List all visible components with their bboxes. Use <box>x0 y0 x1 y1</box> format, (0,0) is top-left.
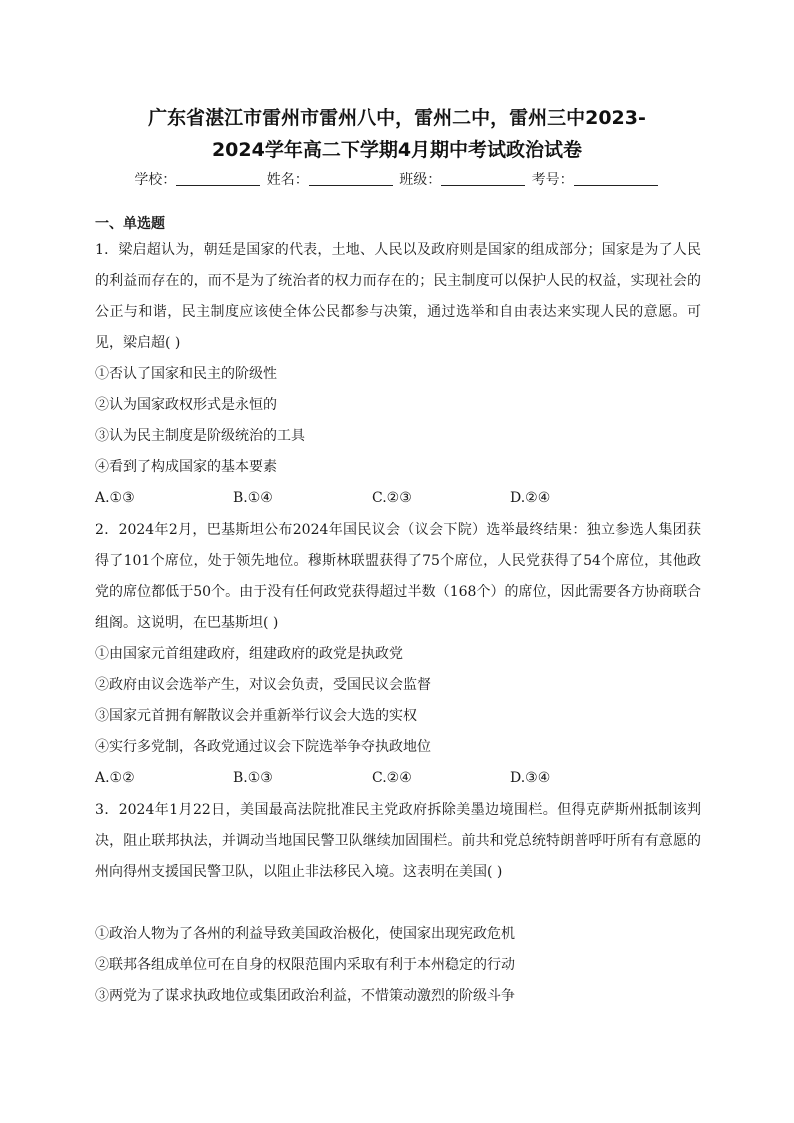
question-1-stem: 1．梁启超认为，朝廷是国家的代表，土地、人民以及政府则是国家的组成部分；国家是为了人民的利益而存在的，而不是为了统治者的权力而存在的；民主制度可以保护人民的权益，实现社会的公正与和谐，民主制度应该使全体公民都参与决策，通过选举和自由表达来实现人民的意愿。可见，梁启超( ) <box>95 242 701 351</box>
question-1-option-1: ①否认了国家和民主的阶级性 <box>95 366 277 382</box>
student-info-line <box>0 170 794 190</box>
question-2-stem: 2．2024年2月，巴基斯坦公布2024年国民议会（议会下院）选举最终结果：独立参选人集团获得了101个席位，处于领先地位。穆斯林联盟获得了75个席位，人民党获得了54个席位，其他政党的席位都低于50个。由于没有任何政党获得超过半数（168个）的席位，因此需要各方协商联合组阁。这说明，在巴基斯坦( ) <box>95 522 701 631</box>
exam-number-label: 考号： <box>531 172 574 188</box>
question-1-option-3: ③认为民主制度是阶级统治的工具 <box>95 428 305 444</box>
question-2-option-2: ②政府由议会选举产生，对议会负责，受国民议会监督 <box>95 677 431 693</box>
name-label: 姓名： <box>266 172 309 188</box>
school-label: 学校： <box>134 172 177 188</box>
question-1-choice-a[interactable]: A.①③ <box>95 490 135 506</box>
name-blank <box>309 171 393 186</box>
question-2-option-1: ①由国家元首组建政府，组建政府的政党是执政党 <box>95 646 403 662</box>
question-1-choice-b[interactable]: B.①④ <box>233 490 273 506</box>
question-2-choice-b[interactable]: B.①③ <box>233 770 273 786</box>
question-1-option-4: ④看到了构成国家的基本要素 <box>95 459 277 475</box>
question-3-stem: 3．2024年1月22日，美国最高法院批准民主党政府拆除美墨边境围栏。但得克萨斯州抵制该判决，阻止联邦执法，并调动当地国民警卫队继续加固围栏。前共和党总统特朗普呼吁所有有意愿的州向得州支援国民警卫队，以阻止非法移民入境。这表明在美国( ) <box>95 802 701 880</box>
question-1-choice-d[interactable]: D.②④ <box>510 490 551 506</box>
question-2-choice-d[interactable]: D.③④ <box>510 770 551 786</box>
exam-number-blank <box>574 171 658 186</box>
question-3-option-1: ①政治人物为了各州的利益导致美国政治极化，使国家出现宪政危机 <box>95 926 515 942</box>
question-2-choice-a[interactable]: A.①② <box>95 770 135 786</box>
exam-title-line-1: 广东省湛江市雷州市雷州八中，雷州二中，雷州三中2023- <box>148 107 646 129</box>
question-3-option-2: ②联邦各组成单位可在自身的权限范围内采取有利于本州稳定的行动 <box>95 957 515 973</box>
question-2-option-3: ③国家元首拥有解散议会并重新举行议会大选的实权 <box>95 708 417 724</box>
school-blank <box>176 171 260 186</box>
class-blank <box>441 171 525 186</box>
exam-title-line-2: 2024学年高二下学期4月期中考试政治试卷 <box>211 139 583 161</box>
section-title: 一、单选题 <box>95 216 165 232</box>
question-1-option-2: ②认为国家政权形式是永恒的 <box>95 397 277 413</box>
question-2-option-4: ④实行多党制，各政党通过议会下院选举争夺执政地位 <box>95 739 431 755</box>
question-2-choice-c[interactable]: C.②④ <box>372 770 412 786</box>
question-3-option-3: ③两党为了谋求执政地位或集团政治利益，不惜策动激烈的阶级斗争 <box>95 988 515 1004</box>
class-label: 班级： <box>399 172 442 188</box>
question-1-choice-c[interactable]: C.②③ <box>372 490 412 506</box>
